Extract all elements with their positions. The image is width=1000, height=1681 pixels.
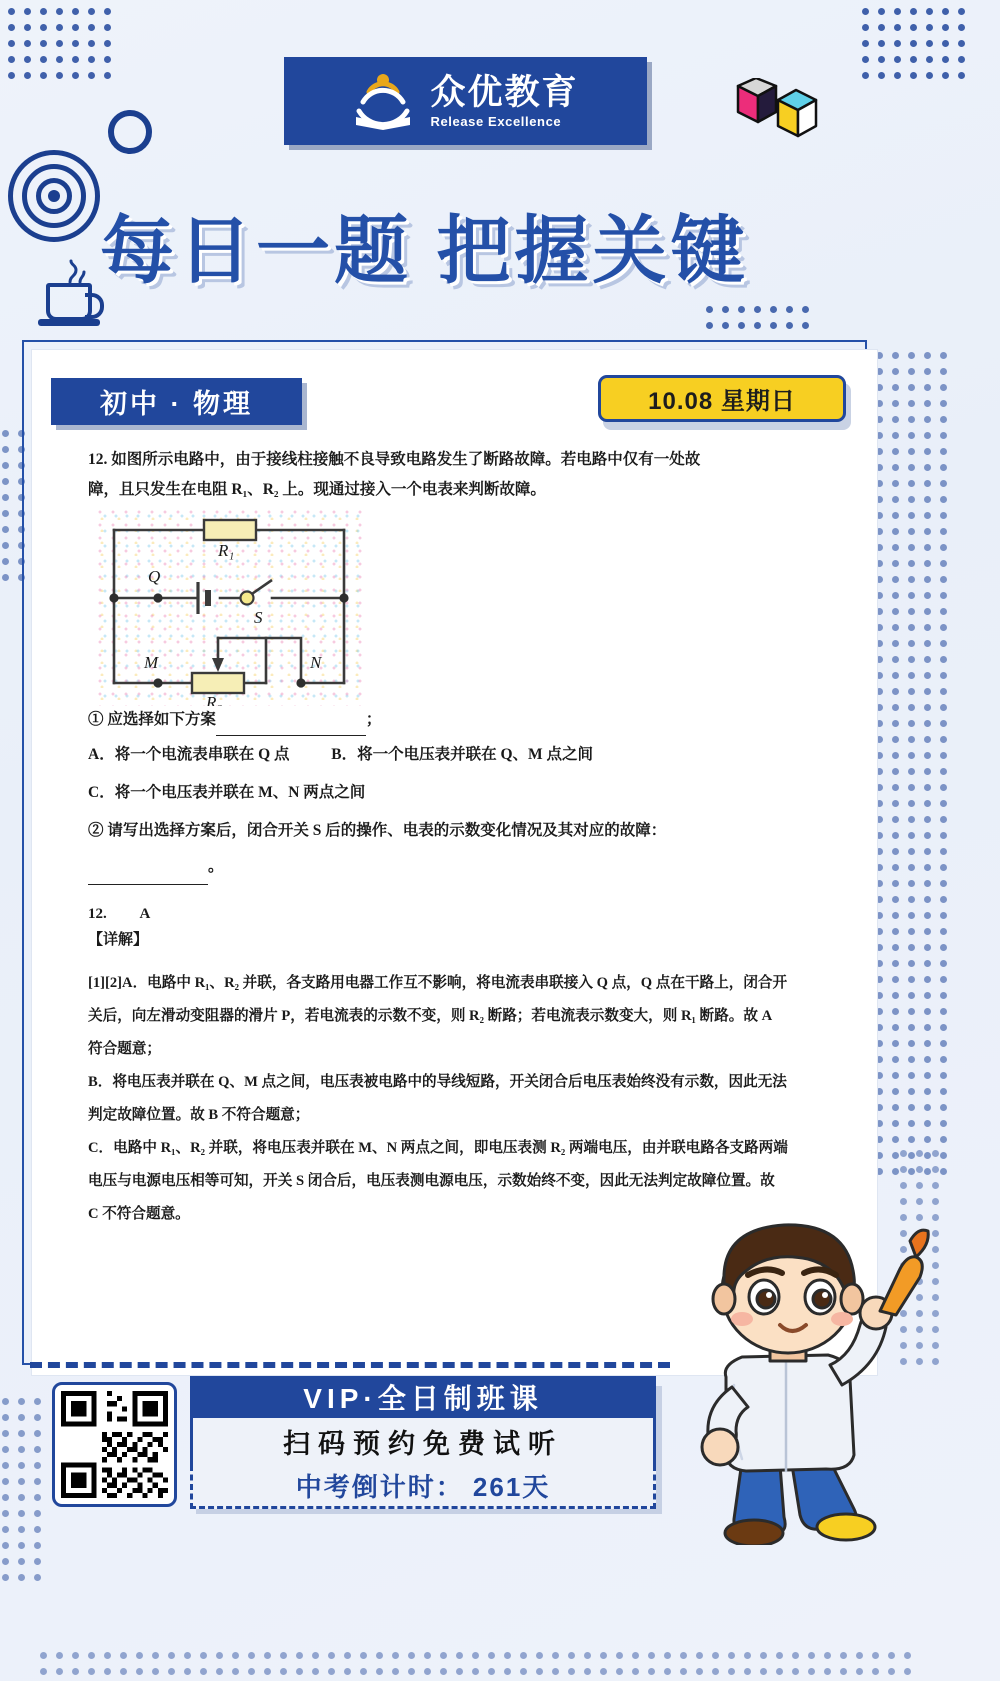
switch-s (241, 580, 273, 605)
option-c: C．将一个电压表并联在 M、N 两点之间 (88, 784, 366, 801)
footer-divider (30, 1362, 670, 1368)
option-a: A．将一个电流表串联在 Q 点 (88, 746, 290, 763)
vip-subtitle: 扫码预约免费试听 (190, 1418, 656, 1465)
question-line-2: 障，且只发生在电阻 R₁、R₂ 上。现通过接入一个电表来判断故障。 (88, 481, 546, 498)
node-n (296, 678, 305, 687)
solution-paragraph-2: B．将电压表并联在 Q、M 点之间，电压表被电路中的导线短路，开关闭合后电压表始终没有示数，因此无法判定故障位置。故 B 不符合题意； (88, 1074, 787, 1123)
resistor-r1 (204, 520, 256, 540)
label-q: Q (148, 567, 161, 586)
label-s: S (254, 608, 263, 627)
decor-cube-top-right (718, 78, 828, 148)
circuit-diagram-svg (96, 508, 362, 706)
open-book-icon (352, 72, 414, 130)
node-m (153, 678, 162, 687)
circuit-diagram (96, 508, 362, 706)
qr-code[interactable] (52, 1382, 177, 1507)
node-q (153, 593, 162, 602)
answer-blank-1 (216, 705, 366, 736)
sub-question-2-blank-row (88, 850, 788, 885)
answer-row (88, 901, 788, 927)
steam-icon (62, 258, 88, 284)
solution-paragraph-1: [1][2]A．电路中 R₁、R₂ 并联，各支路用电器工作互不影响，将电流表串联接入 Q 点，Q 点在干路上，闭合开关后，向左滑动变阻器的滑片 P，若电流表的示数不变，则 R₂ 断路；若电流表示数变大，则 R₁ 断路。故 A 符合题意； (88, 975, 788, 1057)
node-left (109, 593, 118, 602)
answer-blank-2 (88, 850, 208, 885)
option-b: B．将一个电压表并联在 Q、M 点之间 (331, 746, 594, 763)
sub-question-1-text: ① 应选择如下方案 (88, 711, 216, 728)
vip-title: VIP·全日制班课 (190, 1376, 656, 1418)
sub-question-1 (88, 705, 788, 736)
solution-header: 【详解】 (88, 932, 149, 948)
countdown-banner: 中考倒计时： 261天 (190, 1465, 656, 1509)
coffee-cup-icon (46, 283, 92, 321)
label-r1: R₁ (218, 541, 235, 560)
resistor-r2 (192, 673, 244, 693)
mascot-student-illustration (630, 1215, 940, 1545)
label-m: M (144, 653, 159, 672)
brand-logo (284, 57, 647, 145)
solution-paragraph-3: C．电路中 R₁、R₂ 并联，将电压表并联在 M、N 两点之间，即电压表测 R₂ 两端电压，由并联电路各支路两端电压与电源电压相等可知，开关 S 闭合后，电压表测电源电压，示数始终不变，因此无法判定故障位置。故 C 不符合题意。 (88, 1140, 788, 1222)
decor-circle-outline (108, 110, 152, 154)
answer-number: 12. (88, 906, 107, 922)
decor-ring-core (48, 190, 60, 202)
logo-chinese-name: 众优教育 (430, 72, 579, 112)
sub-question-1-tail: ； (365, 711, 382, 728)
coffee-cup-base (38, 319, 100, 326)
rheostat-slider-arrow (212, 658, 224, 672)
page-title: 每日一题 把握关键 (100, 209, 749, 292)
subject-badge: 初中 · 物理 (51, 378, 302, 425)
logo-english-tagline: Release Excellence (430, 113, 562, 129)
sub-question-2: ② 请写出选择方案后，闭合开关 S 后的操作、电表的示数变化情况及其对应的故障： (88, 822, 667, 839)
sub-question-2-tail: 。 (208, 858, 224, 875)
battery-symbol (198, 582, 208, 614)
node-right (339, 593, 348, 602)
date-badge: 10.08 星期日 (598, 375, 846, 422)
label-n: N (310, 653, 322, 672)
question-line-1: 12. 如图所示电路中，由于接线柱接触不良导致电路发生了断路故障。若电路中仅有一处故 (88, 451, 701, 468)
label-r2: R₂ (206, 693, 223, 706)
answer-value: A (139, 906, 151, 922)
option-row-ab (88, 736, 788, 774)
qr-code-image (61, 1391, 168, 1498)
